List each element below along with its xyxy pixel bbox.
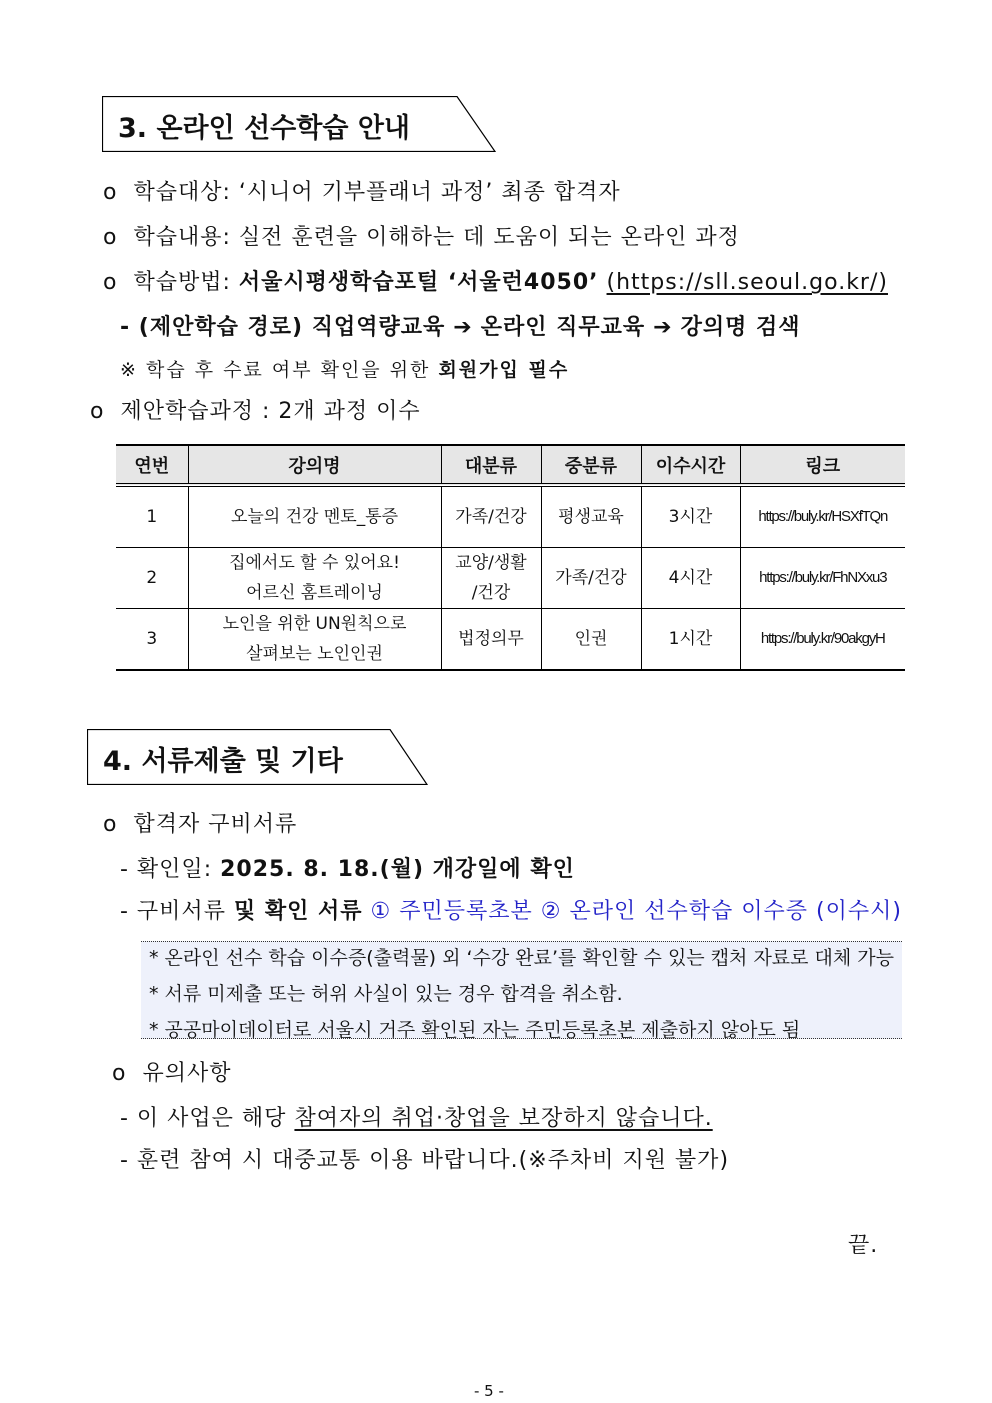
table-row — [116, 548, 905, 609]
signup-note: ※ 학습 후 수료 여부 확인을 위한 회원가입 필수 — [120, 359, 570, 381]
cell-no: 2 — [116, 548, 188, 609]
section-title: 4. 서류제출 및 기타 — [103, 746, 343, 777]
page-number: - 5 - — [474, 1382, 504, 1400]
col-header: 대분류 — [441, 445, 541, 485]
cell-major: 가족/건강 — [441, 485, 541, 548]
cell-no: 3 — [116, 609, 188, 671]
docs-heading: o 합격자 구비서류 — [103, 812, 298, 837]
col-header: 중분류 — [541, 445, 641, 485]
table-row — [116, 485, 905, 548]
table-row — [116, 609, 905, 671]
col-header: 링크 — [740, 445, 905, 485]
course-link[interactable]: https://buly.kr/FhNXxu3 — [740, 548, 905, 609]
confirm-date-line: - 확인일: 2025. 8. 18.(월) 개강일에 확인 — [120, 857, 575, 882]
cell-name: 오늘의 건강 멘토_통증 — [188, 485, 441, 548]
section-4-header — [87, 729, 429, 785]
cell-hours: 4시간 — [641, 548, 740, 609]
col-header: 연번 — [116, 445, 188, 485]
caution-line-2: - 훈련 참여 시 대중교통 이용 바랍니다.(※주차비 지원 불가) — [120, 1148, 730, 1173]
arrow-icon: ➔ — [653, 315, 673, 340]
cell-hours: 1시간 — [641, 609, 740, 671]
course-link[interactable]: https://buly.kr/90akgyH — [740, 609, 905, 671]
cell-major: 법정의무 — [441, 609, 541, 671]
target-line: o 학습대상: ‘시니어 기부플래너 과정’ 최종 합격자 — [103, 180, 621, 205]
cell-minor: 인권 — [541, 609, 641, 671]
section-title: 3. 온라인 선수학습 안내 — [118, 113, 410, 144]
courses-heading: o 제안학습과정 : 2개 과정 이수 — [90, 399, 421, 424]
note-item: * 온라인 선수 학습 이수증(출력물) 외 ‘수강 완료’를 확인할 수 있는 캡처 자료로 대체 가능 — [149, 947, 894, 969]
portal-link[interactable]: (https://sll.seoul.go.kr/) — [606, 270, 888, 295]
caution-heading: o 유의사항 — [112, 1061, 232, 1086]
cell-name: 노인을 위한 UN원칙으로 살펴보는 노인인권 — [188, 609, 441, 671]
cell-major: 교양/생활 /건강 — [441, 548, 541, 609]
col-header: 강의명 — [188, 445, 441, 485]
cell-hours: 3시간 — [641, 485, 740, 548]
docs-note-box — [141, 941, 902, 1039]
method-line: o 학습방법: 서울시평생학습포털 ‘서울런4050’ (https://sll.seoul.go.kr/) — [103, 270, 888, 295]
cell-no: 1 — [116, 485, 188, 548]
caution-line-1: - 이 사업은 해당 참여자의 취업·창업을 보장하지 않습니다. — [120, 1106, 713, 1131]
path-line: - (제안학습 경로) 직업역량교육 ➔ 온라인 직무교육 ➔ 강의명 검색 — [120, 315, 801, 340]
arrow-icon: ➔ — [453, 315, 473, 340]
cell-minor: 평생교육 — [541, 485, 641, 548]
note-item: * 공공마이데이터로 서울시 거주 확인된 자는 주민등록초본 제출하지 않아도 됨 — [149, 1019, 801, 1041]
course-link[interactable]: https://buly.kr/HSXfTQn — [740, 485, 905, 548]
col-header: 이수시간 — [641, 445, 740, 485]
section-3-header — [102, 96, 496, 152]
end-mark: 끝. — [848, 1233, 879, 1258]
table-header-row — [116, 445, 905, 485]
content-line: o 학습내용: 실전 훈련을 이해하는 데 도움이 되는 온라인 과정 — [103, 225, 740, 250]
note-item: * 서류 미제출 또는 허위 사실이 있는 경우 합격을 취소함. — [149, 983, 623, 1005]
required-docs-line: - 구비서류 및 확인 서류 ① 주민등록초본 ② 온라인 선수학습 이수증 (이수시) — [120, 899, 902, 924]
cell-name: 집에서도 할 수 있어요! 어르신 홈트레이닝 — [188, 548, 441, 609]
courses-table — [116, 444, 905, 671]
cell-minor: 가족/건강 — [541, 548, 641, 609]
